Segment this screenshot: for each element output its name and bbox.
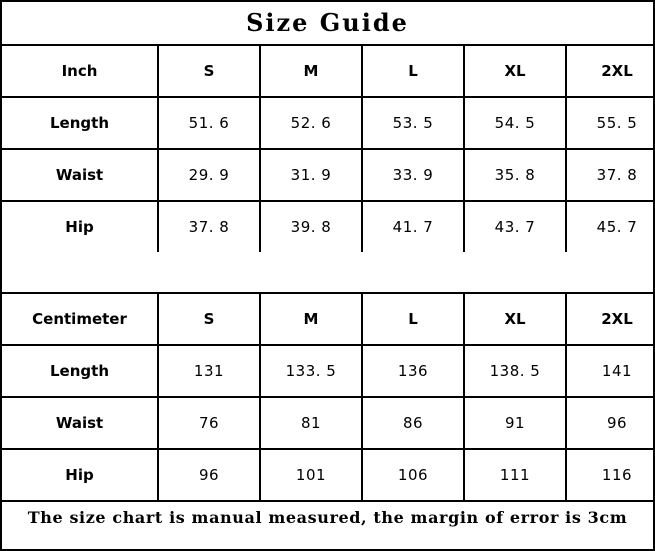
- cell-cm-length-s: 131: [158, 345, 260, 397]
- cell-inch-hip-2xl: 45. 7: [566, 201, 655, 252]
- table-spacer: [2, 252, 653, 294]
- row-label-length: Length: [2, 345, 158, 397]
- table-header-row: [2, 294, 655, 345]
- inch-size-table: [2, 46, 655, 252]
- row-label-length: Length: [2, 97, 158, 149]
- cell-cm-length-xl: 138. 5: [464, 345, 566, 397]
- cell-cm-length-m: 133. 5: [260, 345, 362, 397]
- cell-inch-hip-m: 39. 8: [260, 201, 362, 252]
- cell-inch-waist-s: 29. 9: [158, 149, 260, 201]
- cell-cm-waist-2xl: 96: [566, 397, 655, 449]
- cell-inch-length-2xl: 55. 5: [566, 97, 655, 149]
- size-header-l: L: [362, 46, 464, 97]
- cell-cm-hip-l: 106: [362, 449, 464, 500]
- cell-cm-length-2xl: 141: [566, 345, 655, 397]
- table-row: [2, 201, 655, 252]
- cell-inch-hip-xl: 43. 7: [464, 201, 566, 252]
- table-row: [2, 397, 655, 449]
- cell-inch-hip-s: 37. 8: [158, 201, 260, 252]
- size-header-2xl: 2XL: [566, 294, 655, 345]
- table-row: [2, 449, 655, 500]
- table-row: [2, 149, 655, 201]
- row-label-waist: Waist: [2, 397, 158, 449]
- size-header-xl: XL: [464, 46, 566, 97]
- cell-cm-waist-l: 86: [362, 397, 464, 449]
- cell-inch-waist-2xl: 37. 8: [566, 149, 655, 201]
- size-header-l: L: [362, 294, 464, 345]
- measurement-disclaimer: The size chart is manual measured, the margin of error is 3cm: [2, 500, 653, 549]
- cell-inch-length-xl: 54. 5: [464, 97, 566, 149]
- cell-inch-length-l: 53. 5: [362, 97, 464, 149]
- cell-cm-hip-2xl: 116: [566, 449, 655, 500]
- table-row: [2, 345, 655, 397]
- unit-header-inch: Inch: [2, 46, 158, 97]
- cell-cm-hip-s: 96: [158, 449, 260, 500]
- row-label-hip: Hip: [2, 201, 158, 252]
- size-header-m: M: [260, 46, 362, 97]
- size-header-xl: XL: [464, 294, 566, 345]
- cell-inch-waist-l: 33. 9: [362, 149, 464, 201]
- cell-cm-hip-m: 101: [260, 449, 362, 500]
- cell-inch-length-m: 52. 6: [260, 97, 362, 149]
- cell-inch-waist-m: 31. 9: [260, 149, 362, 201]
- cell-inch-waist-xl: 35. 8: [464, 149, 566, 201]
- size-header-m: M: [260, 294, 362, 345]
- cell-inch-hip-l: 41. 7: [362, 201, 464, 252]
- page-title: Size Guide: [2, 2, 653, 46]
- size-header-s: S: [158, 46, 260, 97]
- unit-header-centimeter: Centimeter: [2, 294, 158, 345]
- table-row: [2, 97, 655, 149]
- size-header-2xl: 2XL: [566, 46, 655, 97]
- row-label-waist: Waist: [2, 149, 158, 201]
- size-header-s: S: [158, 294, 260, 345]
- row-label-hip: Hip: [2, 449, 158, 500]
- cell-inch-length-s: 51. 6: [158, 97, 260, 149]
- centimeter-size-table: [2, 294, 655, 500]
- cell-cm-length-l: 136: [362, 345, 464, 397]
- cell-cm-waist-xl: 91: [464, 397, 566, 449]
- cell-cm-hip-xl: 111: [464, 449, 566, 500]
- cell-cm-waist-s: 76: [158, 397, 260, 449]
- cell-cm-waist-m: 81: [260, 397, 362, 449]
- table-header-row: [2, 46, 655, 97]
